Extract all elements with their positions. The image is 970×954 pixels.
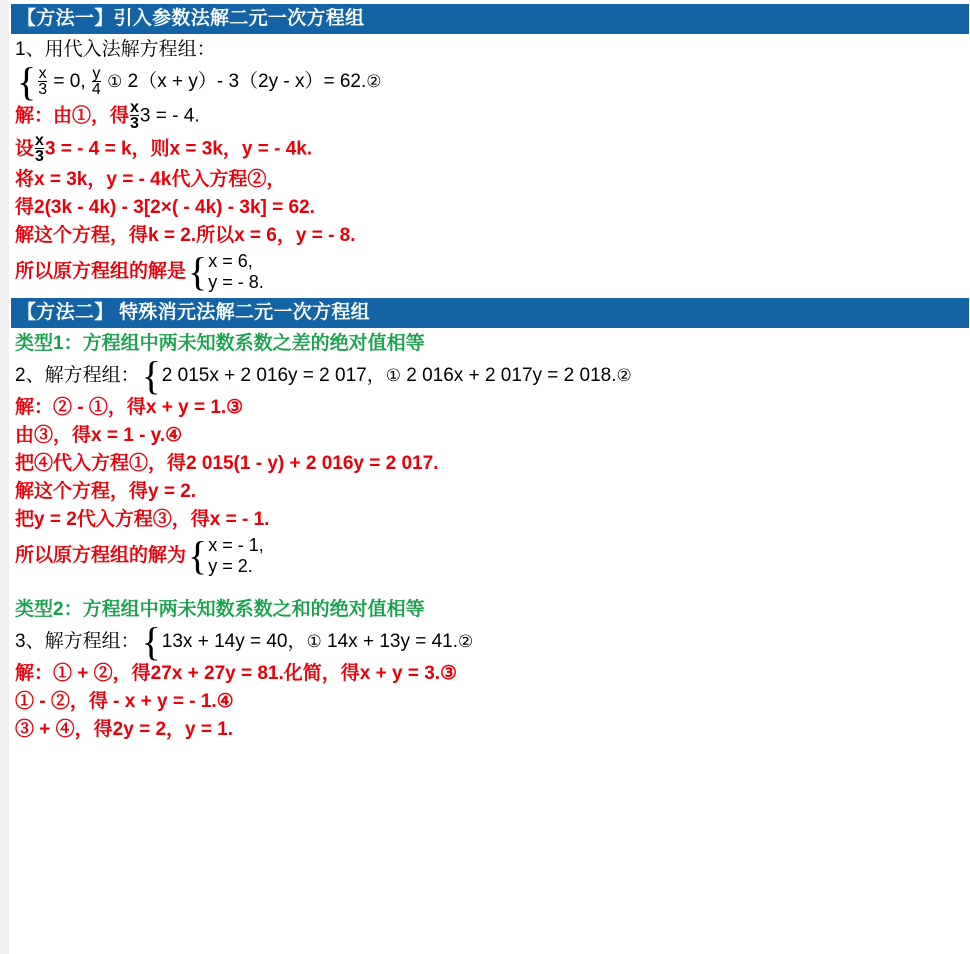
problem-1-equation-1-text: = 0, bbox=[53, 71, 86, 93]
solution-2-step-4: 解这个方程，得y = 2. bbox=[15, 481, 197, 502]
page-left-rail bbox=[3, 0, 9, 954]
brace-icon: { bbox=[188, 533, 208, 578]
type-2-title: 类型2：方程组中两未知数系数之和的绝对值相等 bbox=[15, 599, 425, 620]
problem-2-equation-2-mark: ② bbox=[616, 366, 632, 385]
problem-1-equation-1 bbox=[37, 64, 127, 98]
problem-3-equation-2 bbox=[327, 631, 473, 652]
solution-1-answer-y: y = - 8. bbox=[208, 272, 264, 292]
problem-3-label: 3、解方程组： bbox=[15, 631, 140, 652]
solution-1-answer-values bbox=[208, 251, 264, 293]
solution-1-answer-label: 所以原方程组的解是 bbox=[15, 261, 187, 283]
solution-1-step-1-text: 解：由①，得 bbox=[15, 105, 130, 127]
solution-2-step-5: 把y = 2代入方程③，得x = - 1. bbox=[15, 509, 270, 530]
problem-3-equation-2-text: 14x + 13y = 41. bbox=[327, 631, 459, 652]
solution-1-step-1-eq: 3 = - 4. bbox=[139, 105, 200, 127]
section-header-method-one: 【方法一】引入参数法解二元一次方程组 bbox=[11, 4, 969, 34]
problem-2-equation-1 bbox=[162, 365, 406, 386]
solution-2-answer-label: 所以原方程组的解为 bbox=[15, 545, 187, 567]
fraction-x-3-step1: $\frac{x}{3}$ bbox=[130, 99, 139, 132]
problem-1-system bbox=[11, 59, 969, 104]
problem-2-row bbox=[11, 353, 969, 398]
problem-1-equation-2-text: 2（x + y）- 3（2y - x）= 62. bbox=[127, 71, 367, 93]
brace-icon: { bbox=[17, 59, 37, 104]
solution-2-step-1: 解：② - ①，得x + y = 1.③ bbox=[15, 397, 244, 418]
solution-1-step-3: 将x = 3k，y = - 4k代入方程②， bbox=[15, 169, 286, 190]
section-header-method-two: 【方法二】 特殊消元法解二元一次方程组 bbox=[11, 298, 969, 328]
problem-3-equation-1-text: 13x + 14y = 40， bbox=[161, 631, 307, 652]
problem-2-label: 2、解方程组： bbox=[15, 365, 140, 386]
solution-1-step-4: 得2(3k - 4k) - 3[2×( - 4k) - 3k] = 62. bbox=[15, 197, 315, 218]
problem-1-equation-2 bbox=[128, 71, 382, 92]
fraction-x-3: $\frac{x}{3}$ bbox=[38, 64, 48, 98]
problem-2-equation-1-mark: ① bbox=[385, 366, 401, 385]
solution-3-step-2: ① - ②，得 - x + y = - 1.④ bbox=[15, 691, 234, 712]
fraction-y-4: $\frac{y}{4}$ bbox=[91, 64, 101, 98]
problem-1-equation-2-mark: ② bbox=[366, 72, 382, 92]
problem-2-equation-2-text: 2 016x + 2 017y = 2 018. bbox=[406, 365, 617, 386]
solution-1-step-2-text: 设 bbox=[15, 138, 35, 160]
brace-icon: { bbox=[141, 353, 161, 398]
solution-1-answer-system bbox=[186, 251, 264, 293]
type-1-title: 类型1：方程组中两未知数系数之差的绝对值相等 bbox=[15, 333, 425, 354]
solution-2-step-2: 由③，得x = 1 - y.④ bbox=[15, 425, 183, 446]
problem-2-equation-2 bbox=[406, 365, 631, 386]
solution-2-step-3: 把④代入方程①，得2 015(1 - y) + 2 016y = 2 017. bbox=[15, 453, 439, 474]
problem-3-equations bbox=[162, 630, 474, 654]
problem-1-label: 1、用代入法解方程组： bbox=[15, 39, 216, 60]
solution-2-answer-values bbox=[208, 535, 264, 577]
solution-1-step-1 bbox=[11, 100, 969, 133]
document-content bbox=[11, 0, 969, 744]
solution-1-step-2-eq: 3 = - 4 = k，则x = 3k，y = - 4k. bbox=[44, 138, 313, 160]
solution-1-answer-x: x = 6, bbox=[208, 251, 253, 271]
solution-2-answer-system bbox=[186, 535, 264, 577]
problem-3-row bbox=[11, 619, 969, 664]
solution-2-answer bbox=[11, 534, 969, 578]
problem-1-equation-1-mark: ① bbox=[107, 72, 123, 92]
solution-2-answer-x: x = - 1, bbox=[208, 535, 264, 555]
solution-2-answer-y: y = 2. bbox=[208, 556, 253, 576]
problem-3-equation-2-mark: ② bbox=[458, 632, 474, 651]
fraction-x-3-step2: $\frac{x}{3}$ bbox=[35, 132, 44, 165]
solution-3-step-3: ③ + ④，得2y = 2，y = 1. bbox=[15, 719, 234, 740]
problem-2-equation-1-text: 2 015x + 2 016y = 2 017， bbox=[161, 365, 386, 386]
problem-3-equation-1-mark: ① bbox=[306, 632, 322, 651]
solution-1-answer bbox=[11, 250, 969, 294]
solution-1-step-5: 解这个方程，得k = 2.所以x = 6，y = - 8. bbox=[15, 225, 356, 246]
section-spacer bbox=[11, 578, 969, 596]
problem-3-equation-1 bbox=[162, 631, 327, 652]
brace-icon: { bbox=[188, 249, 208, 294]
brace-icon: { bbox=[141, 619, 161, 664]
solution-1-step-2 bbox=[11, 133, 969, 166]
solution-3-step-1: 解：① + ②，得27x + 27y = 81.化简，得x + y = 3.③ bbox=[15, 663, 458, 684]
problem-1-equations bbox=[37, 64, 382, 98]
problem-2-equations bbox=[162, 364, 632, 388]
